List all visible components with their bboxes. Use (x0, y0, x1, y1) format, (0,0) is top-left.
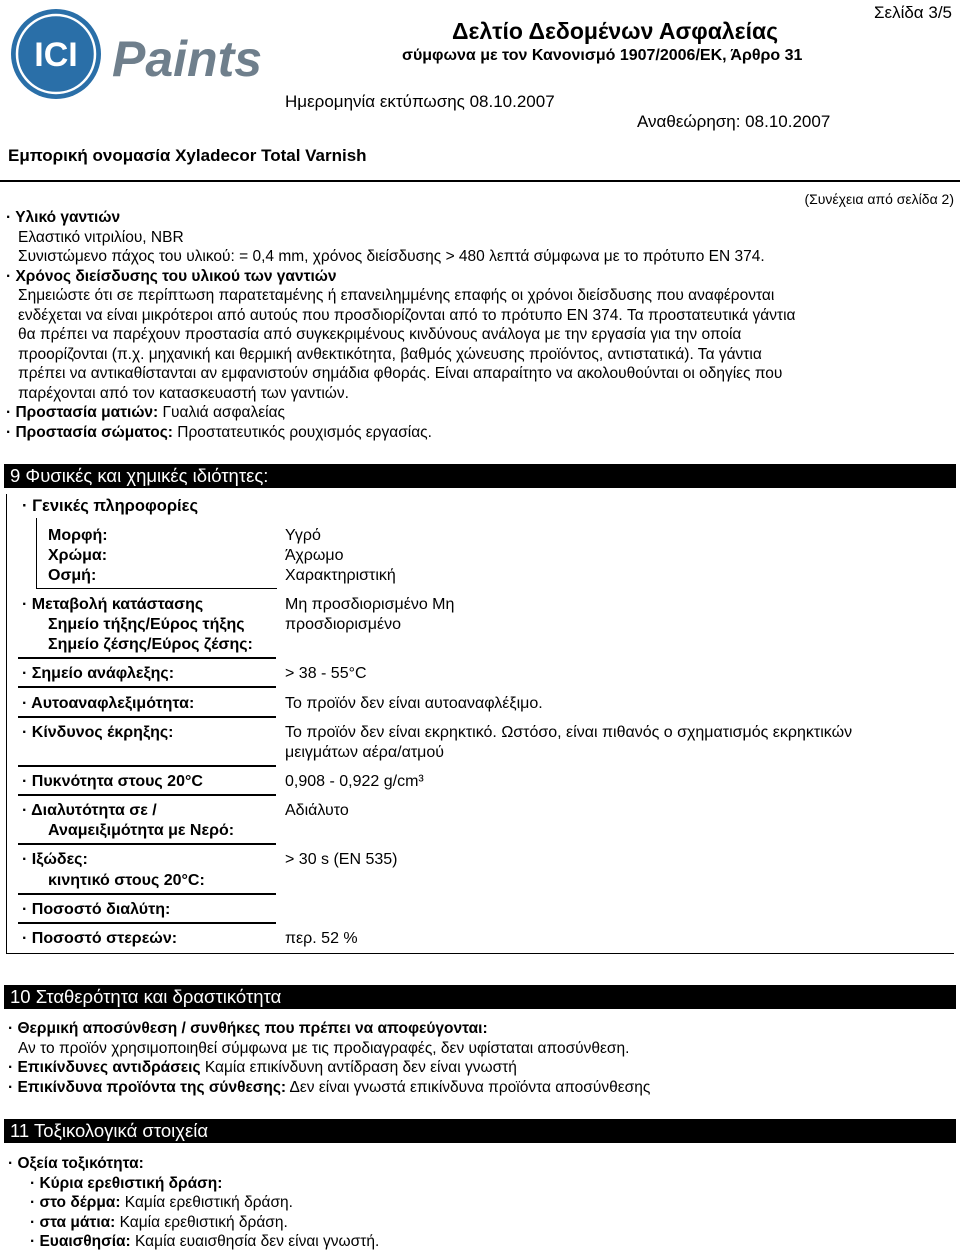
solubility-label-line2: Αναμειξιμότητα με Νερό: (48, 822, 235, 839)
eyes-label: · στα μάτια: (30, 1213, 116, 1231)
sensitization-value: Καμία ευαισθησία δεν είναι γνωστή. (130, 1233, 380, 1250)
explosion-value-line2: μειγμάτων αέρα/ατμού (285, 744, 445, 761)
skin-value: Καμία ερεθιστική δράση. (120, 1194, 293, 1211)
melting-point-label: Σημείο τήξης/Εύρος τήξης (48, 616, 245, 633)
ici-paints-logo (8, 6, 298, 102)
page-number: Σελίδα 3/5 (873, 3, 952, 22)
glove-time-text: ενδέχεται να είναι μικρότεροι από αυτούς που προσδιορίζονται από το πρότυπο EN 374. Τα προστατευτικά γάντια (18, 306, 796, 324)
color-label: Χρώμα: (48, 547, 108, 564)
glove-thickness-line: Συνιστώμενο πάχος του υλικού: = 0,4 mm, χρόνος διείσδυσης > 480 λεπτά σύμφωνα με το πρότυπο EN 374. (18, 248, 765, 265)
state-value-line2: προσδιορισμένο (285, 616, 402, 633)
solvent-content-label: · Ποσοστό διαλύτη: (22, 901, 171, 918)
print-date: Ημερομηνία εκτύπωσης 08.10.2007 (285, 92, 555, 111)
hazardous-products (8, 1078, 938, 1098)
regulation-subtitle: σύμφωνα με τον Κανονισμό 1907/2006/ΕΚ, Άρθρο 31 (402, 47, 803, 64)
gloves-block (6, 208, 936, 442)
hazardous-reactions-value: Καμία επικίνδυνη αντίδραση δεν είναι γνωστή (200, 1059, 517, 1076)
eye-protection-label: · Προστασία ματιών: (6, 404, 159, 421)
viscosity-label-line2: κινητικό στους 20°C: (48, 872, 205, 889)
section-10-body (8, 1019, 938, 1097)
row-divider (18, 686, 276, 688)
density-label: · Πυκνότητα στους 20°C (22, 773, 203, 790)
decomposition-value: Αν το προϊόν χρησιμοποιηθεί σύμφωνα με τις προδιαγραφές, δεν υφίσταται αποσύνθεση. (18, 1039, 630, 1057)
odor-label: Οσμή: (48, 567, 97, 584)
solids-content-label: · Ποσοστό στερεών: (22, 930, 178, 947)
glove-time-text: προορίζονται (π.χ. μηχανική και θερμική ανθεκτικότητα, βαθμός χώνευσης προϊόντος, αντιστατικά). Τα γάντια (18, 345, 762, 363)
row-divider (18, 893, 276, 895)
glove-material-title: · Υλικό γαντιών (6, 209, 121, 226)
solubility-value: Αδιάλυτο (285, 802, 349, 819)
eye-protection (6, 403, 936, 423)
row-divider (18, 794, 276, 796)
hazardous-products-value: Δεν είναι γνωστά επικίνδυνα προϊόντα αποσύνθεσης (286, 1078, 651, 1096)
color-value: Άχρωμο (285, 547, 344, 564)
glove-time-title: · Χρόνος διείσδυσης του υλικού των γαντιών (6, 267, 337, 285)
document-title: Δελτίο Δεδομένων Ασφαλείας (452, 18, 779, 44)
section-11-body (8, 1154, 938, 1252)
hazardous-reactions (8, 1058, 938, 1078)
primary-irritant-label: · Κύρια ερεθιστική δράση: (30, 1174, 223, 1192)
continued-note: (Συνέχεια από σελίδα 2) (804, 191, 954, 207)
solubility-label-line1: · Διαλυτότητα σε / (22, 802, 157, 819)
sensitization-label: · Ευαισθησία: (30, 1233, 131, 1250)
hazardous-products-label: · Επικίνδυνα προϊόντα της σύνθεσης: (8, 1078, 287, 1096)
solids-content-value: περ. 52 % (285, 930, 358, 947)
section-9-header: 9 Φυσικές και χημικές ιδιότητες: (4, 464, 956, 488)
revision-date: Αναθεώρηση: 08.10.2007 (637, 112, 831, 131)
glove-time-text: θα πρέπει να παρέχουν προστασία από συγκεκριμένους κινδύνους ανάλογα με την εργασία για την οποία (18, 326, 742, 343)
header-divider (0, 180, 960, 182)
row-divider (18, 716, 276, 718)
decomposition-label: · Θερμική αποσύνθεση / συνθήκες που πρέπει να αποφεύγονται: (8, 1020, 488, 1037)
row-divider (18, 765, 276, 767)
flash-point-label: · Σημείο ανάφλεξης: (22, 665, 175, 682)
flash-point-value: > 38 - 55°C (285, 665, 367, 682)
eye-protection-value: Γυαλιά ασφαλείας (158, 404, 286, 421)
glove-material-line: Ελαστικό νιτριλίου, NBR (18, 228, 184, 246)
form-label: Μορφή: (48, 527, 108, 544)
row-divider (18, 843, 276, 845)
svg-text:Paints: Paints (112, 31, 263, 87)
svg-text:ICI: ICI (34, 36, 78, 74)
boiling-point-label: Σημείο ζέσης/Εύρος ζέσης: (48, 636, 253, 653)
eyes-value: Καμία ερεθιστική δράση. (115, 1213, 288, 1231)
viscosity-label-line1: · Ιξώδες: (22, 851, 88, 868)
form-value: Υγρό (285, 527, 321, 544)
explosion-value-line1: Το προϊόν δεν είναι εκρηκτικό. Ωστόσο, είναι πιθανός ο σχηματισμός εκρηκτικών (285, 724, 853, 741)
state-value-line1: Μη προσδιορισμένο Μη (285, 596, 455, 613)
body-protection-label: · Προστασία σώματος: (6, 423, 173, 441)
section-10-header: 10 Σταθερότητα και δραστικότητα (4, 985, 956, 1009)
state-change-label: · Μεταβολή κατάστασης (22, 596, 204, 613)
autoignition-label: · Αυτοαναφλεξιμότητα: (22, 695, 195, 712)
body-protection-value: Προστατευτικός ρουχισμός εργασίας. (172, 423, 432, 441)
body-protection (6, 423, 936, 443)
glove-time-text: πρέπει να αντικαθίστανται αν εμφανιστούν σημάδια φθοράς. Είναι απαραίτητο να ακολουθούνται οι οδηγίες που (18, 365, 783, 382)
section-11-header: 11 Τοξικολογικά στοιχεία (4, 1119, 956, 1143)
row-divider (18, 922, 276, 924)
odor-value: Χαρακτηριστική (285, 567, 396, 584)
trade-name: Εμπορική ονομασία Xyladecor Total Varnish (8, 146, 367, 165)
acute-toxicity-label: · Οξεία τοξικότητα: (8, 1155, 144, 1172)
hazardous-reactions-label: · Επικίνδυνες αντιδράσεις (8, 1059, 201, 1076)
skin-label: · στο δέρμα: (30, 1194, 121, 1211)
general-info-heading: · Γενικές πληροφορίες (22, 497, 199, 515)
glove-time-text: Σημειώστε ότι σε περίπτωση παρατεταμένης ή επανειλημμένης επαφής οι χρόνοι διείσδυσης που αναφέρονται (18, 287, 775, 304)
density-value: 0,908 - 0,922 g/cm³ (285, 773, 424, 790)
viscosity-value: > 30 s (EN 535) (285, 851, 398, 868)
autoignition-value: Το προϊόν δεν είναι αυτοαναφλέξιμο. (285, 695, 543, 712)
row-divider (18, 657, 276, 659)
glove-time-text: παρέχονται από τον κατασκευαστή των γαντιών. (18, 384, 349, 402)
explosion-label: · Κίνδυνος έκρηξης: (22, 724, 174, 741)
